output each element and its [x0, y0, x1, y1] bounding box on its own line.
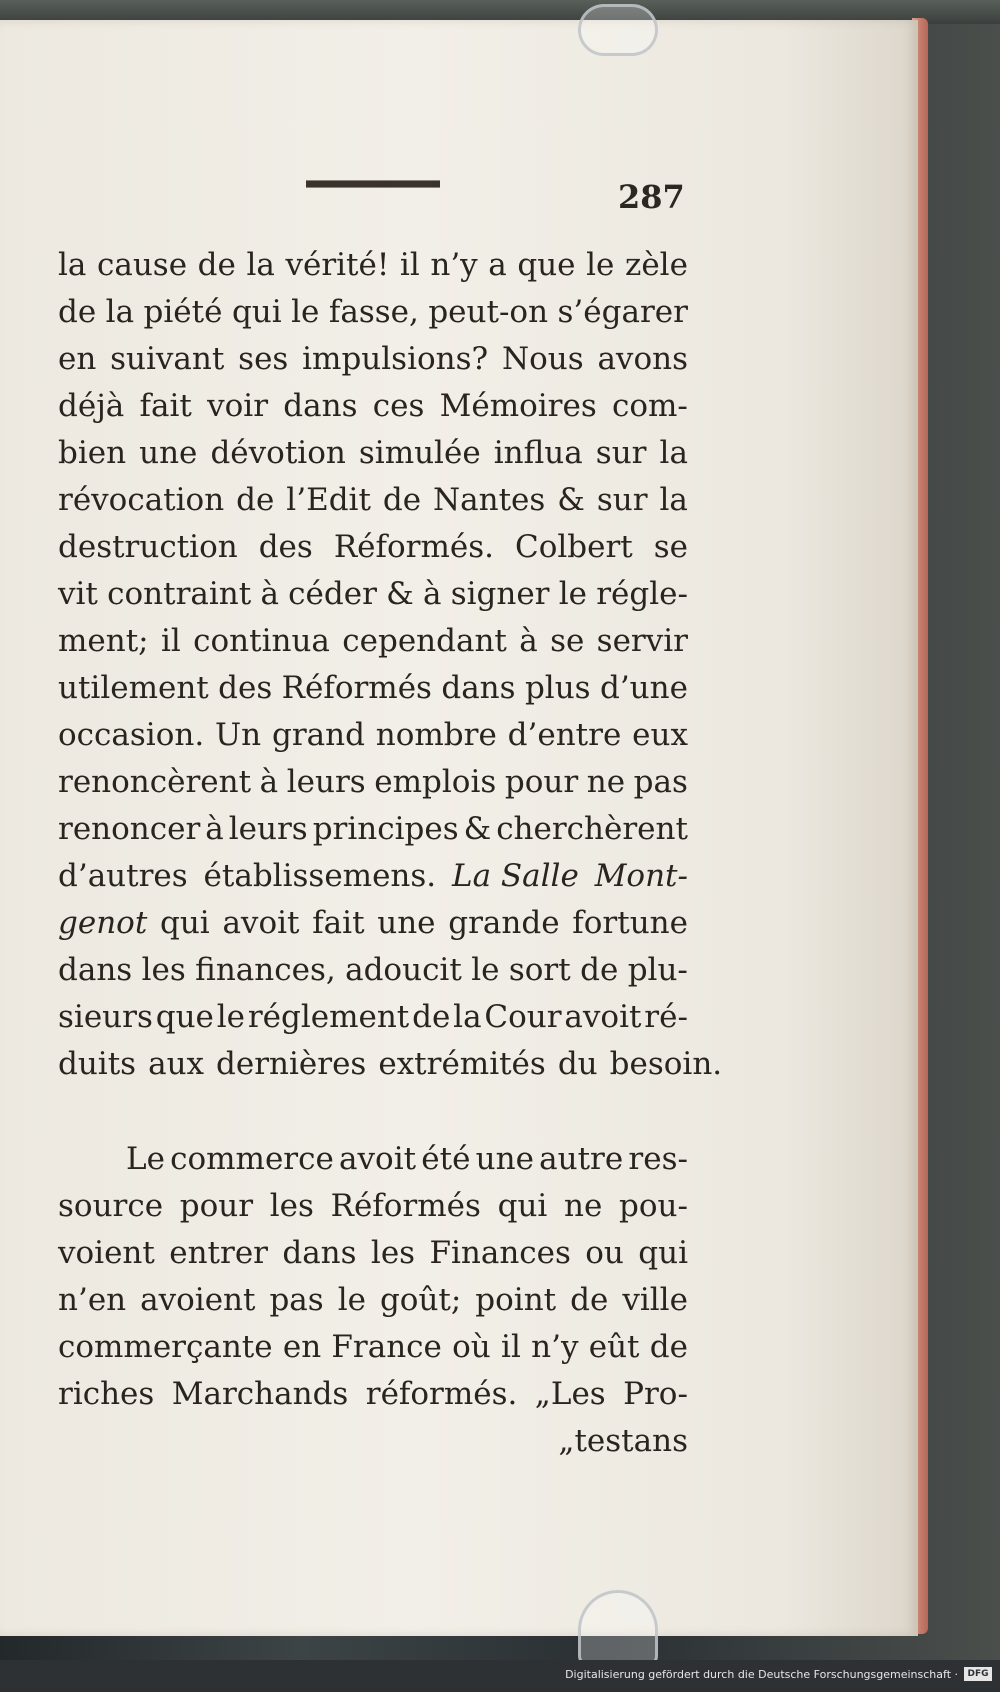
word: il [160, 623, 181, 659]
word: le [558, 576, 587, 612]
word: d’une [599, 670, 688, 706]
word: „Les [534, 1376, 606, 1412]
word: déjà [58, 388, 125, 424]
word: & [386, 576, 414, 612]
word: commerce [170, 1141, 334, 1177]
word: piété [143, 294, 223, 330]
word: bien [58, 435, 127, 471]
word: de [412, 999, 451, 1035]
text-line [58, 712, 688, 759]
word: voir [207, 388, 269, 424]
word: nombre [375, 717, 497, 753]
word: pou- [619, 1188, 688, 1224]
word: cherchèrent [496, 811, 688, 847]
word: n’en [58, 1282, 127, 1318]
word: commerçante [58, 1329, 273, 1365]
word: de [580, 952, 619, 988]
word: plus [524, 670, 591, 706]
page-number: 287 [618, 178, 685, 216]
word: que [155, 999, 214, 1035]
word: des [258, 529, 313, 565]
word: zèle [624, 247, 688, 283]
word: il [399, 247, 420, 283]
word: révocation [58, 482, 225, 518]
word: simulée [358, 435, 481, 471]
word: les [141, 952, 186, 988]
word: servir [596, 623, 688, 659]
text-line [58, 477, 688, 524]
word: sieurs [58, 999, 153, 1035]
word: Réformés [281, 670, 432, 706]
word: d’autres [58, 858, 188, 894]
word: leurs [228, 811, 308, 847]
word: ses [238, 341, 289, 377]
word: une [139, 435, 198, 471]
text-line [58, 994, 688, 1041]
word: qui [638, 1235, 688, 1271]
word: dans [58, 952, 133, 988]
word: à [259, 764, 279, 800]
word: avoit [222, 905, 300, 941]
word: adoucit [345, 952, 462, 988]
word: Colbert [514, 529, 633, 565]
word: se [653, 529, 688, 565]
word: leurs [286, 764, 366, 800]
word: fait [139, 388, 192, 424]
text-line [58, 1277, 688, 1324]
word: point [475, 1282, 557, 1318]
word: établissemens. [203, 858, 437, 894]
word: pour [179, 1188, 254, 1224]
word: la [659, 435, 688, 471]
page-clip-icon [578, 4, 658, 56]
word: ment; [58, 623, 149, 659]
text-line [58, 1230, 688, 1277]
word: qui [497, 1188, 548, 1224]
word: entrer [169, 1235, 268, 1271]
word: destruction [58, 529, 238, 565]
word: l’Edit [286, 482, 371, 518]
word: sur [596, 482, 648, 518]
word: céder [288, 576, 377, 612]
word: plu- [627, 952, 688, 988]
word: n’y [430, 247, 478, 283]
word: contraint [107, 576, 252, 612]
word: suivant [110, 341, 225, 377]
text-line [58, 1324, 688, 1371]
text-line [58, 947, 688, 994]
word: voient [58, 1235, 155, 1271]
footer-credit: Digitalisierung gefördert durch die Deutsche Forschungsgemeinschaft · [565, 1668, 958, 1681]
word: France [331, 1329, 442, 1365]
word: se [550, 623, 585, 659]
word: sur [595, 435, 647, 471]
text-line [58, 1418, 688, 1465]
word: dans [282, 1235, 357, 1271]
word: riches [58, 1376, 155, 1412]
word: fait [312, 905, 365, 941]
text-line [58, 336, 688, 383]
word: duits [58, 1046, 137, 1082]
word: Marchands [171, 1376, 349, 1412]
word: le [471, 952, 500, 988]
text-line [58, 900, 688, 947]
word: le [291, 294, 320, 330]
word: de [58, 294, 97, 330]
text-line [58, 618, 688, 665]
word: Mont- [594, 858, 688, 894]
word: autre [539, 1141, 624, 1177]
word: besoin. [609, 1046, 723, 1082]
word: continua [193, 623, 330, 659]
word: la [246, 247, 275, 283]
word: n’y [531, 1329, 579, 1365]
word: grande [448, 905, 560, 941]
word: de [570, 1282, 609, 1318]
word: pas [633, 764, 688, 800]
word: principes [312, 811, 459, 847]
word: Cour [484, 999, 562, 1035]
word: en [282, 1329, 322, 1365]
word: de [236, 482, 275, 518]
word: aux [148, 1046, 205, 1082]
word: pas [269, 1282, 324, 1318]
word: emplois [374, 764, 497, 800]
word: Un [215, 717, 262, 753]
word: ces [372, 388, 425, 424]
word: d’entre [507, 717, 622, 753]
text-line [58, 524, 688, 571]
word: s’égarer [557, 294, 688, 330]
word: de [649, 1329, 688, 1365]
word: vit [58, 576, 98, 612]
word: cependant [342, 623, 507, 659]
text-line [58, 1371, 688, 1418]
word: les [269, 1188, 314, 1224]
text-line [58, 1041, 723, 1088]
word: où [452, 1329, 491, 1365]
word: influa [493, 435, 583, 471]
word: Nous [501, 341, 584, 377]
word: ne [564, 1188, 603, 1224]
word: ville [622, 1282, 688, 1318]
word: en [58, 341, 97, 377]
text-line [58, 571, 688, 618]
word: a [488, 247, 507, 283]
word: réformés. [365, 1376, 518, 1412]
word: à [205, 811, 224, 847]
word: du [557, 1046, 598, 1082]
word: dévotion [210, 435, 346, 471]
word: à [519, 623, 538, 659]
word: le [586, 247, 615, 283]
word: renoncer [58, 811, 201, 847]
word: vérité! [285, 247, 390, 283]
word: Pro- [623, 1376, 688, 1412]
dfg-logo-icon: DFG [964, 1667, 992, 1681]
text-line [58, 289, 688, 336]
word: occasion. [58, 717, 205, 753]
text-line [58, 430, 688, 477]
word: eux [632, 717, 688, 753]
page-clip-icon [578, 1590, 658, 1666]
word: & [463, 811, 492, 847]
text-line [58, 1183, 688, 1230]
word: les [370, 1235, 416, 1271]
word: régle- [596, 576, 688, 612]
word: Nantes [433, 482, 546, 518]
word: avoient [140, 1282, 256, 1318]
word: Mémoires [439, 388, 597, 424]
word: extrémités [378, 1046, 546, 1082]
word: le [216, 999, 245, 1035]
word: à [422, 576, 442, 612]
word: que [517, 247, 576, 283]
word: de [197, 247, 236, 283]
word: à [260, 576, 279, 612]
word: source [58, 1188, 164, 1224]
word: renoncèrent [58, 764, 252, 800]
word: com- [612, 388, 688, 424]
text-line [58, 806, 688, 853]
text-line [58, 242, 688, 289]
word: res- [628, 1141, 688, 1177]
word: une [377, 905, 436, 941]
word: eût [588, 1329, 640, 1365]
word: sort [508, 952, 571, 988]
word: dernières [216, 1046, 367, 1082]
text-line [58, 1136, 688, 1183]
word: Réformés. [333, 529, 494, 565]
word: pour [504, 764, 579, 800]
word: avoit [564, 999, 642, 1035]
word: peut-on [428, 294, 549, 330]
word: de [382, 482, 422, 518]
body-text [58, 242, 723, 1465]
text-line [58, 759, 688, 806]
footer-bar [0, 1660, 1000, 1692]
word: une [475, 1141, 534, 1177]
word: & [557, 482, 585, 518]
word: Finances [429, 1235, 571, 1271]
word: il [501, 1329, 521, 1365]
word: Réformés [330, 1188, 481, 1224]
word: dans [441, 670, 516, 706]
text-line [58, 383, 688, 430]
word: réglement [247, 999, 410, 1035]
word: La Salle [452, 858, 579, 894]
text-line [58, 853, 688, 900]
word: signer [450, 576, 550, 612]
word: qui [231, 294, 282, 330]
word: impulsions? [302, 341, 489, 377]
word: genot [58, 905, 148, 941]
word: ou [585, 1235, 624, 1271]
word: le [337, 1282, 366, 1318]
book-page [0, 20, 918, 1636]
header-rule [306, 180, 440, 188]
word: la [58, 247, 87, 283]
word: des [218, 670, 273, 706]
word: fasse, [328, 294, 419, 330]
text-line [58, 665, 688, 712]
word: grand [271, 717, 365, 753]
word: avoit [339, 1141, 417, 1177]
word: ré- [644, 999, 688, 1035]
word: la [659, 482, 688, 518]
word: cause [97, 247, 188, 283]
word: goût; [379, 1282, 462, 1318]
word: dans [283, 388, 358, 424]
word: ne [586, 764, 626, 800]
word: été [421, 1141, 471, 1177]
word: Le [126, 1141, 165, 1177]
word: avons [597, 341, 688, 377]
word: qui [160, 905, 210, 941]
word: fortune [572, 905, 688, 941]
word: la [453, 999, 482, 1035]
word: „testans [558, 1423, 688, 1459]
word: la [105, 294, 135, 330]
word: finances, [195, 952, 336, 988]
word: utilement [58, 670, 209, 706]
